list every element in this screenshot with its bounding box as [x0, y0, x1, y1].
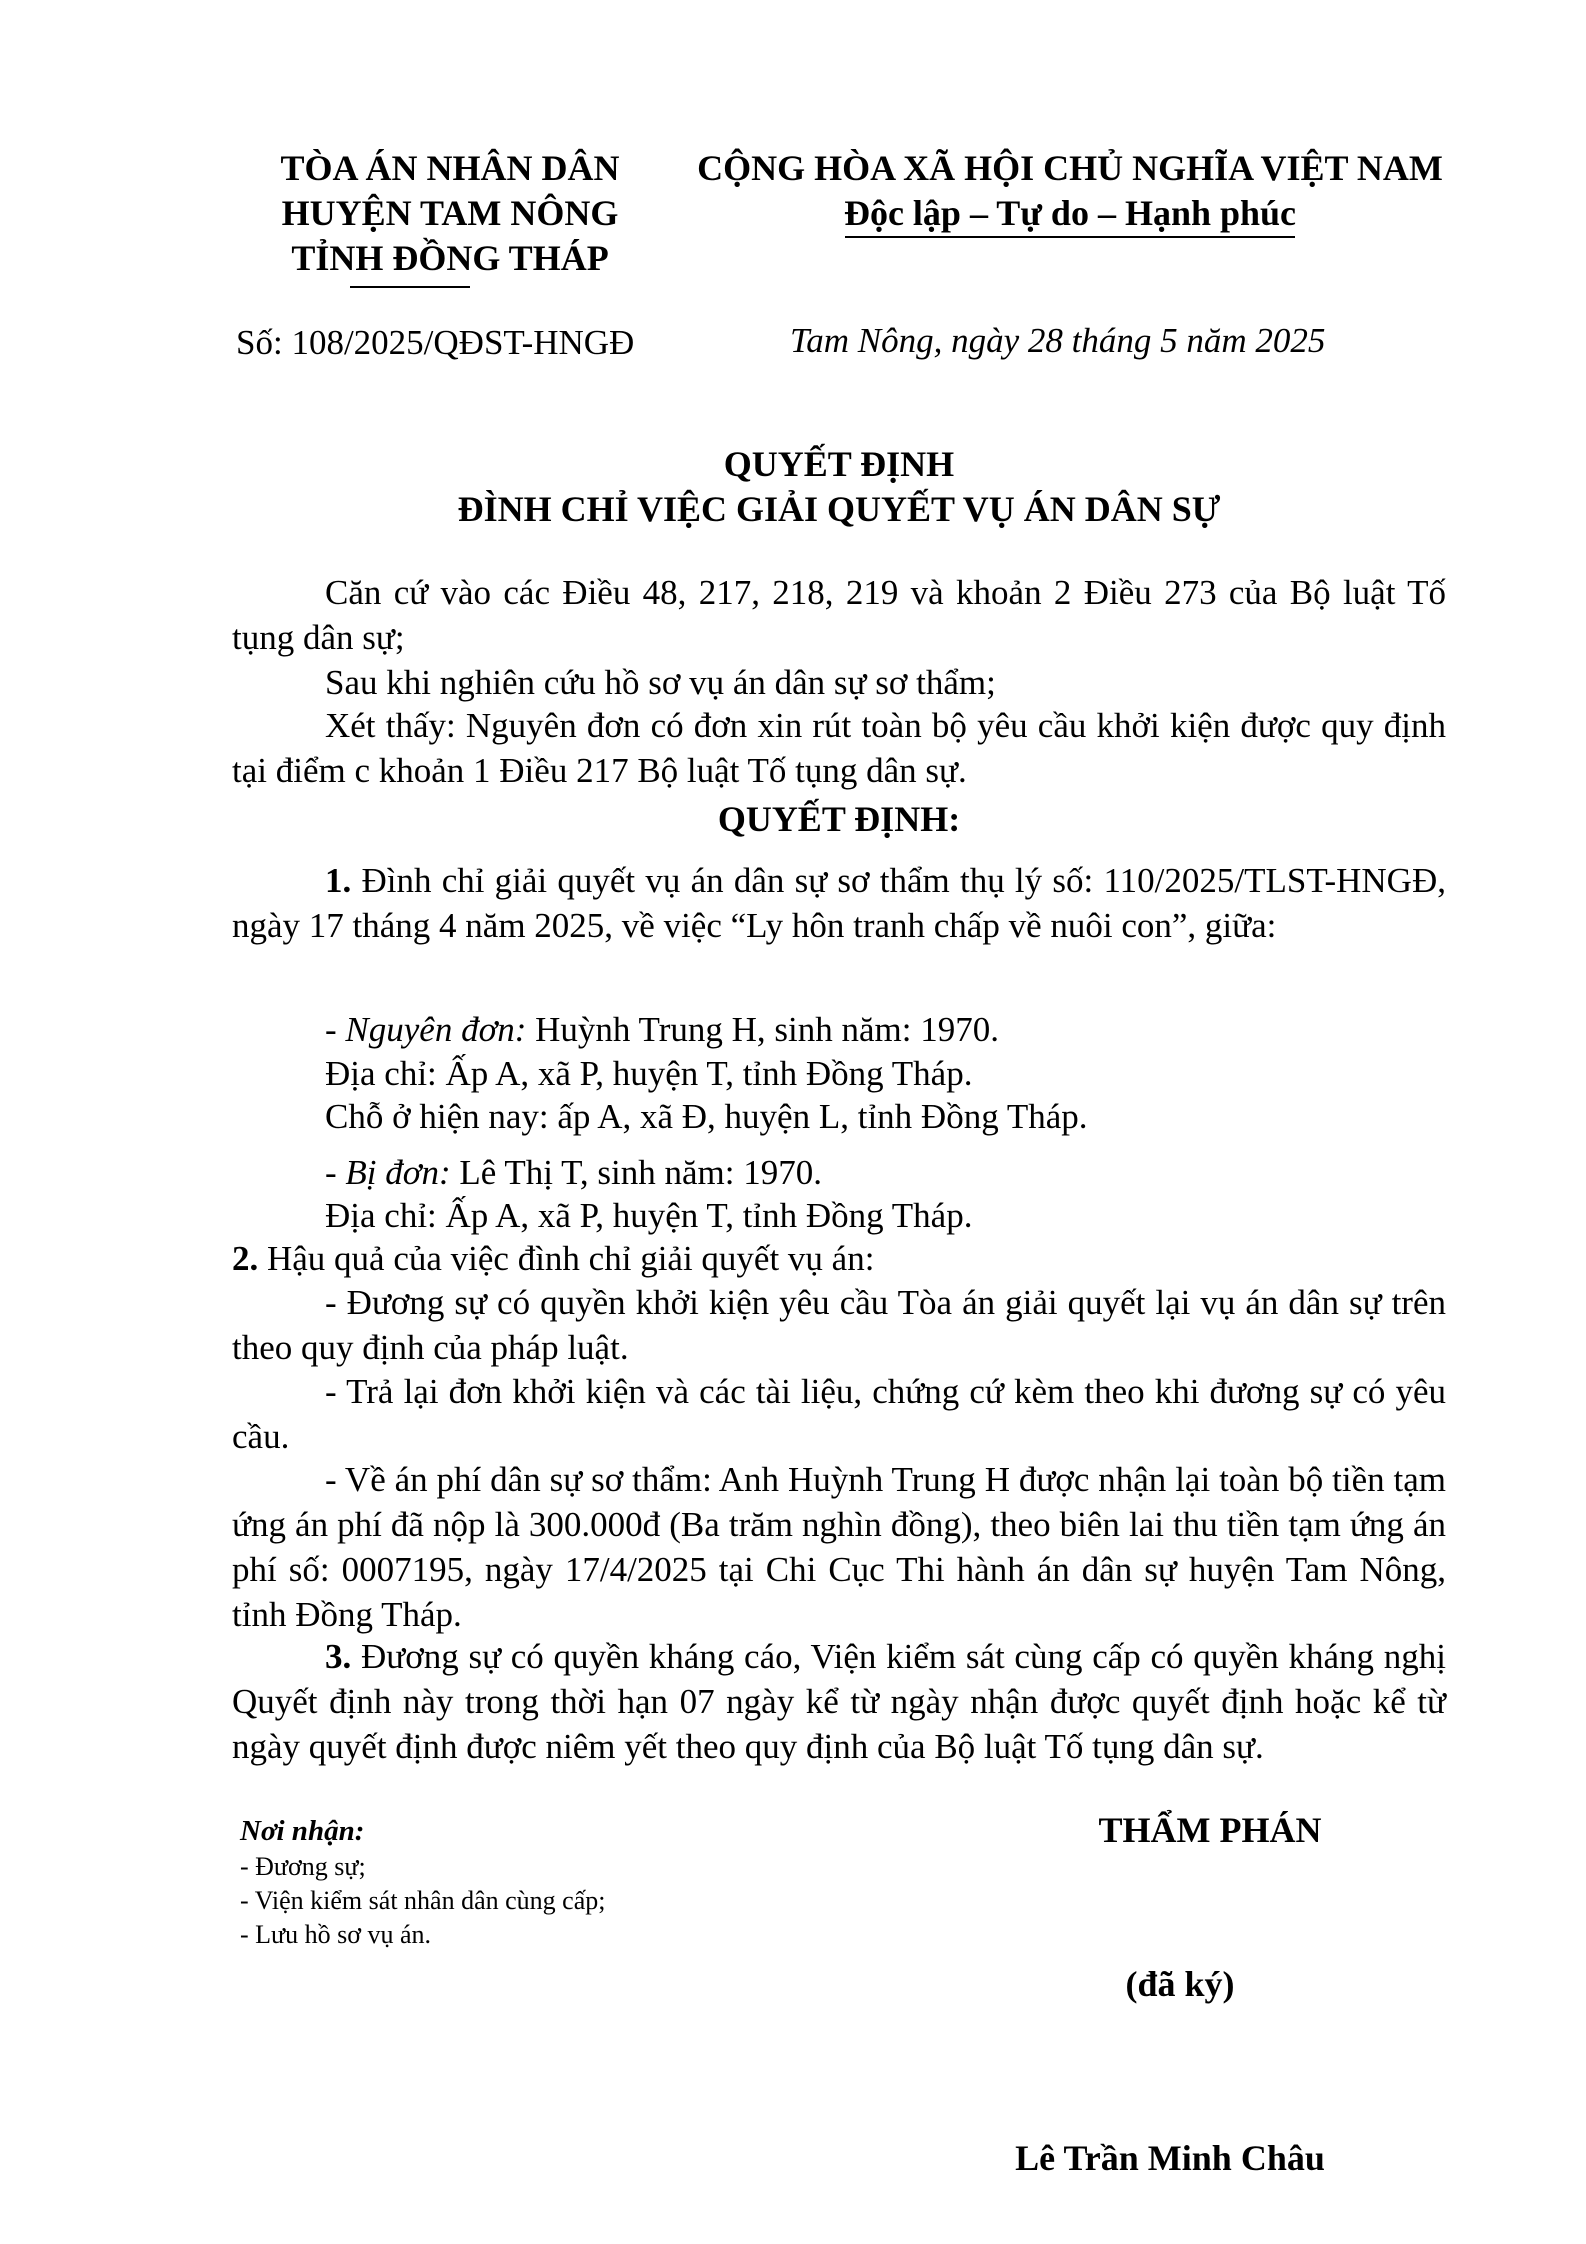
- plaintiff-residence: Chỗ ở hiện nay: ấp A, xã Đ, huyện L, tỉnh Đồng Tháp.: [325, 1097, 1088, 1136]
- recipients-colon: :: [354, 1815, 365, 1847]
- national-header: [690, 146, 1450, 236]
- consideration: Xét thấy: Nguyên đơn có đơn xin rút toàn bộ yêu cầu khởi kiện được quy định tại điểm c khoản 1 Điều 217 Bộ luật Tố tụng dân sự.: [232, 706, 1446, 790]
- document-number: Số: 108/2025/QĐST-HNGĐ: [236, 323, 635, 362]
- national-motto: Độc lập – Tự do – Hạnh phúc: [843, 193, 1297, 233]
- title-line-1: QUYẾT ĐỊNH: [723, 444, 955, 484]
- court-underline: [350, 286, 470, 288]
- plaintiff-name: Huỳnh Trung H, sinh năm: 1970.: [526, 1010, 999, 1049]
- recipient-item: - Lưu hồ sơ vụ án.: [240, 1920, 432, 1949]
- item-3-text: Đương sự có quyền kháng cáo, Viện kiểm sát cùng cấp có quyền kháng nghị Quyết định này trong thời hạn 07 ngày kể từ ngày nhận được quyết định hoặc kể từ ngày quyết định được niêm yết theo quy định của Bộ luật Tố tụng dân sự.: [232, 1637, 1446, 1766]
- consequence-3: - Về án phí dân sự sơ thẩm: Anh Huỳnh Trung H được nhận lại toàn bộ tiền tạm ứng án phí đã nộp là 300.000đ (Ba trăm nghìn đồng), theo biên lai thu tiền tạm ứng án phí số: 0007195, ngày 17/4/2025 tại Chi Cục Thi hành án dân sự huyện Tam Nông, tỉnh Đồng Tháp.: [232, 1460, 1446, 1634]
- signature-status: (đã ký): [1125, 1964, 1235, 2004]
- signer-name: Lê Trần Minh Châu: [1015, 2138, 1325, 2178]
- item-3-number: 3.: [325, 1637, 352, 1676]
- legal-basis: Căn cứ vào các Điều 48, 217, 218, 219 và khoản 2 Điều 273 của Bộ luật Tố tụng dân sự;: [232, 573, 1446, 657]
- decision-heading: QUYẾT ĐỊNH:: [717, 799, 961, 839]
- defendant-name: Lê Thị T, sinh năm: 1970.: [450, 1153, 822, 1192]
- plaintiff-address: Địa chỉ: Ấp A, xã P, huyện T, tỉnh Đồng Tháp.: [325, 1054, 973, 1093]
- title-line-2: ĐÌNH CHỈ VIỆC GIẢI QUYẾT VỤ ÁN DÂN SỰ: [457, 489, 1221, 529]
- place-date: Tam Nông, ngày 28 tháng 5 năm 2025: [790, 321, 1326, 360]
- plaintiff-line: [325, 1007, 999, 1052]
- study-statement: Sau khi nghiên cứu hồ sơ vụ án dân sự sơ thẩm;: [325, 663, 996, 702]
- defendant-address: Địa chỉ: Ấp A, xã P, huyện T, tỉnh Đồng Tháp.: [325, 1196, 973, 1235]
- decision-item-3: [232, 1634, 1446, 1769]
- court-header: [220, 146, 680, 281]
- item-1-number: 1.: [325, 861, 352, 900]
- court-province: TỈNH ĐỒNG THÁP: [291, 238, 609, 278]
- item-2-number: 2.: [232, 1239, 259, 1278]
- recipient-item: - Đương sự;: [240, 1852, 366, 1881]
- document-title: [232, 442, 1446, 532]
- recipient-item: - Viện kiểm sát nhân dân cùng cấp;: [240, 1886, 606, 1915]
- national-title: CỘNG HÒA XÃ HỘI CHỦ NGHĨA VIỆT NAM: [697, 148, 1443, 188]
- motto-underline: [845, 236, 1295, 238]
- decision-item-1: [232, 858, 1446, 948]
- item-2-text: Hậu quả của việc đình chỉ giải quyết vụ án:: [258, 1239, 875, 1278]
- recipients-block: [240, 1812, 605, 1952]
- court-name: TÒA ÁN NHÂN DÂN: [280, 148, 620, 188]
- consequence-1: - Đương sự có quyền khởi kiện yêu cầu Tòa án giải quyết lại vụ án dân sự trên theo quy định của pháp luật.: [232, 1283, 1446, 1367]
- consequence-2: - Trả lại đơn khởi kiện và các tài liệu, chứng cứ kèm theo khi đương sự có yêu cầu.: [232, 1372, 1446, 1456]
- defendant-dash: -: [325, 1153, 346, 1192]
- decision-item-2: [232, 1236, 874, 1281]
- item-1-text: Đình chỉ giải quyết vụ án dân sự sơ thẩm thụ lý số: 110/2025/TLST-HNGĐ, ngày 17 tháng 4 năm 2025, về việc “Ly hôn tranh chấp về nuôi con”, giữa:: [232, 861, 1446, 945]
- court-district: HUYỆN TAM NÔNG: [281, 193, 619, 233]
- plaintiff-dash: -: [325, 1010, 346, 1049]
- plaintiff-label: Nguyên đơn:: [345, 1010, 527, 1049]
- defendant-line: [325, 1150, 822, 1195]
- signature-role: THẨM PHÁN: [1098, 1810, 1322, 1850]
- recipients-heading: [240, 1812, 605, 1850]
- defendant-label: Bị đơn:: [345, 1153, 451, 1192]
- recipients-label: Nơi nhận: [240, 1815, 355, 1847]
